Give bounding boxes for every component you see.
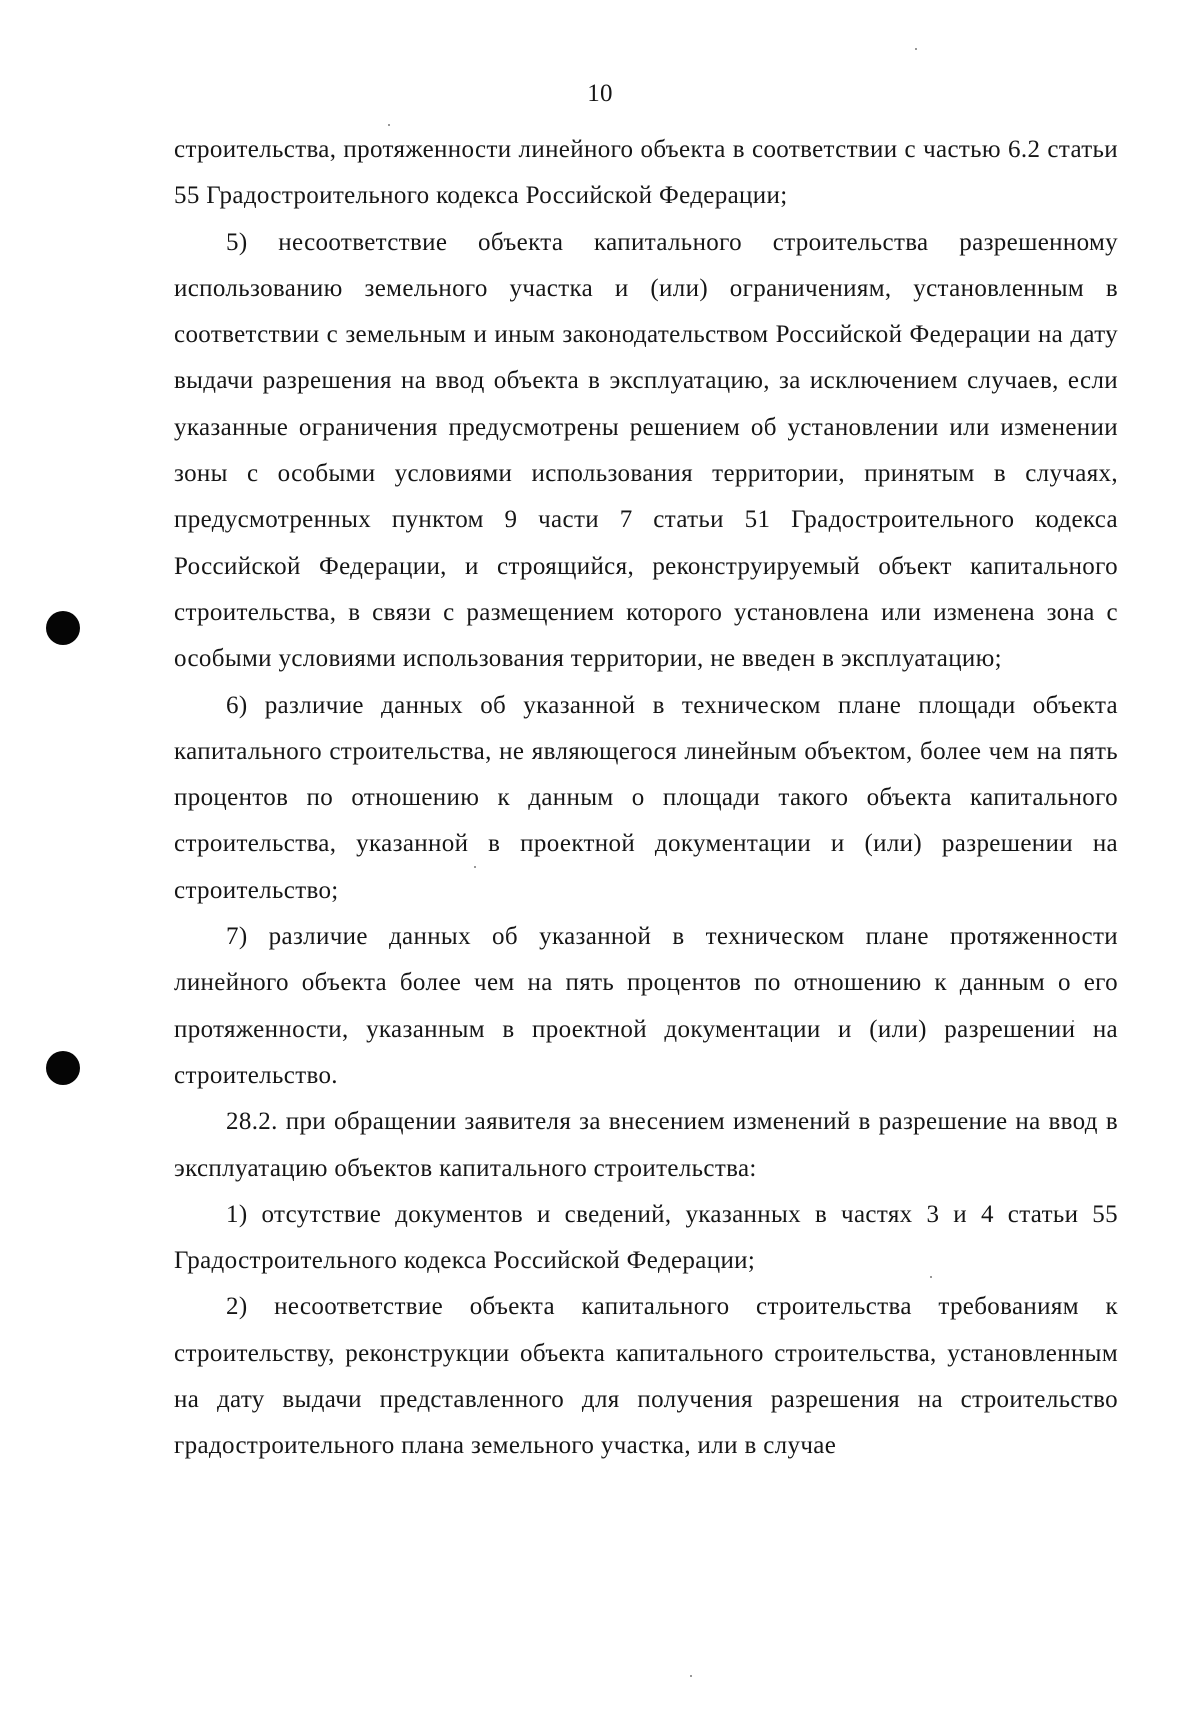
punch-hole xyxy=(46,1051,80,1085)
scan-speck xyxy=(690,1675,692,1677)
paragraph-item-5: 5) несоответствие объекта капитального строительства разрешенному использованию земельного участка и (или) ограничениям, установленным в соответствии с земельным и иным законодательством Российской Федерации на дату выдачи разрешения на ввод объекта в эксплуатацию, за исключением случаев, если указанные ограничения предусмотрены решением об установлении или изменении зоны с особыми условиями использования территории, принятым в случаях, предусмотренных пунктом 9 части 7 статьи 51 Градостроительного кодекса Российской Федерации, и строящийся, реконструируемый объект капитального строительства, в связи с размещением которого установлена или изменена зона с особыми условиями использования территории, не введен в эксплуатацию; xyxy=(174,228,1118,673)
paragraph-item-7: 7) различие данных об указанной в техническом плане протяженности линейного объекта более чем на пять процентов по отношению к данным о его протяженности, указанным в проектной документации и (или) разрешении на строительство. xyxy=(174,923,1118,1089)
page-number: 10 xyxy=(587,80,613,107)
paragraph-item-2: 2) несоответствие объекта капитального строительства требованиям к строительству, реконструкции объекта капитального строительства, установленным на дату выдачи представленного для получения разрешения на строительство градостроительного плана земельного участка, или в случае xyxy=(174,1293,1118,1460)
scan-speck xyxy=(388,124,390,126)
document-body xyxy=(174,127,1118,1470)
scan-speck xyxy=(915,48,917,50)
paragraph-item-1: 1) отсутствие документов и сведений, указанных в частях 3 и 4 статьи 55 Градостроительного кодекса Российской Федерации; xyxy=(174,1200,1118,1275)
paragraph-continuation: строительства, протяженности линейного объекта в соответствии с частью 6.2 статьи 55 Градостроительного кодекса Российской Федерации; xyxy=(174,136,1118,210)
punch-hole xyxy=(46,611,80,645)
paragraph-item-6: 6) различие данных об указанной в техническом плане площади объекта капитального строительства, не являющегося линейным объектом, более чем на пять процентов по отношению к данным о площади такого объекта капитального строительства, указанной в проектной документации и (или) разрешении на строительство; xyxy=(174,691,1118,904)
paragraph-section-28-2: 28.2. при обращении заявителя за внесением изменений в разрешение на ввод в эксплуатацию объектов капитального строительства: xyxy=(174,1108,1118,1182)
